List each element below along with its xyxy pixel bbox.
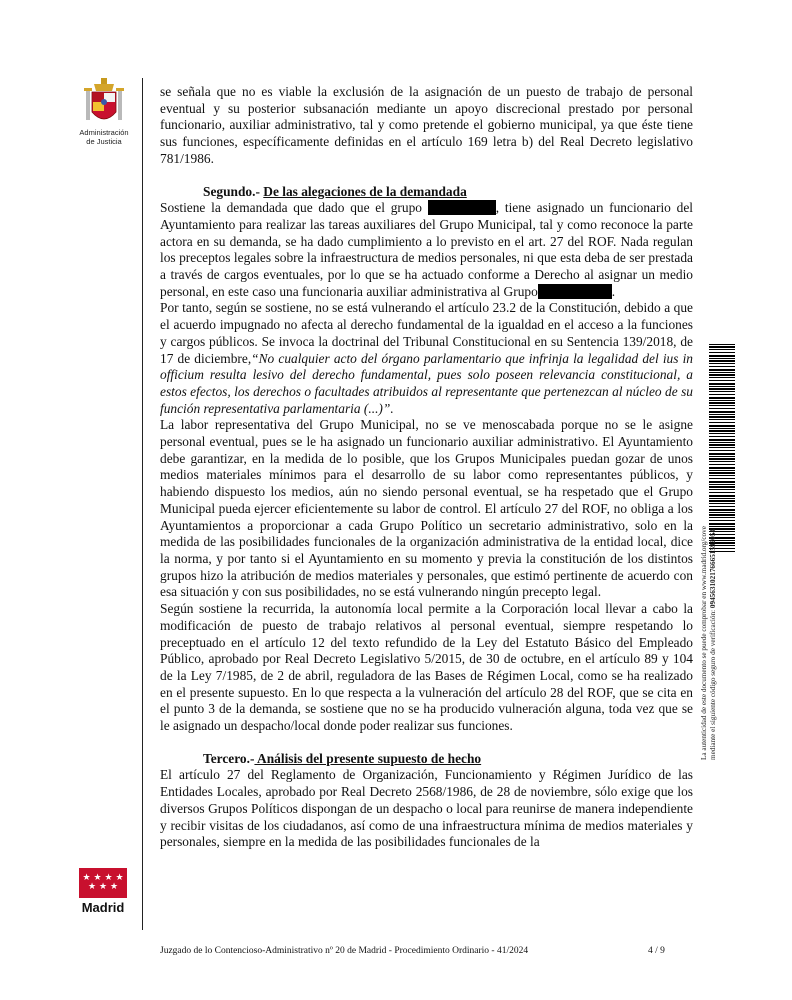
text-run: Por tanto, según se sostiene, no se está vulnerando el artículo 23.2 de la Constitución, debido a que el acuerdo impugnado no afecta al derecho fundamental de la igualdad en el acceso a la funciones y cargos públicos. Se invoca la doctrinal del Tribunal Constitucional en su Sentencia 139/2018, de 17 de diciembre, xyxy=(160,300,693,366)
redaction-bar xyxy=(538,284,612,299)
paragraph: Según sostiene la recurrida, la autonomía local permite a la Corporación local llevar a cabo la modificación de puesto de trabajo relativos al personal eventual, siempre respetando lo preceptuado en el artículo 12 del texto refundido de la Ley del Estatuto Básico del Empleado Público, aprobado por Real Decreto Legislativo 5/2015, de 30 de octubre, en el artículo 89 y 104 de la Ley 7/1985, de 2 de abril, reguladora de las Bases de Régimen Local, como se ha realizado en el presente supuesto. En lo que respecta a la vulneración del artículo 28 del ROF, que se cita en el punto 3 de la demanda, se sostiene que no se ha producido vulneración alguna, toda vez que se le asignado un despacho/local donde poder realizar sus funciones. xyxy=(160,601,693,734)
document-body xyxy=(160,84,693,851)
paragraph: El artículo 27 del Reglamento de Organización, Funcionamiento y Régimen Jurídico de las Entidades Locales, aprobado por Real Decreto 2568/1986, de 28 de noviembre, sólo exige que los diversos Grupos Políticos dispongan de un despacho o local para reunirse de manera independiente y recibir visitas de los ciudadanos, así como de una infraestructura mínima de medios materiales y personales, siempre en la medida de las posibilidades funcionales de la xyxy=(160,767,693,850)
verification-code: 0945631021766651592054 xyxy=(709,529,717,609)
citation-quote: “No cualquier acto del órgano parlamentario que infrinja la legalidad del ius in officium resulta lesivo del derecho fundamental, pues solo poseen relevancia constitucional, a estos efectos, los derechos o facultades atribuidos al representante que pertenezcan al núcleo de su función representativa parlamentaria (...)”. xyxy=(160,350,693,416)
verification-line: mediante el siguiente código seguro de verificación: 0945631021766651592054 xyxy=(709,529,717,760)
paragraph: se señala que no es viable la exclusión de la asignación de un puesto de trabajo de personal eventual y su posterior subsanación mediante un apoyo discrecional prestado por personal funcionario, auxiliar administrativo, tal y como pretende el gobierno municipal, ya que éste tiene sus funciones, específicamente definidas en el artículo 169 letra b) del Real Decreto legislativo 781/1986. xyxy=(160,84,693,166)
section-heading-segundo xyxy=(160,184,693,201)
star-flag-icon: ★ ★ ★ ★ ★ ★ ★ xyxy=(79,868,127,898)
margin-rule xyxy=(142,78,143,930)
crest-label: Administración de Justicia xyxy=(79,128,129,146)
heading-title: De las alegaciones de la demandada xyxy=(263,183,467,199)
madrid-logo xyxy=(78,868,128,915)
text-run: , tiene asignado un funcionario del Ayuntamiento para realizar las tareas auxiliares del Grupo Municipal, tal y como reconoce la parte actora en su demanda, se ha dado cumplimiento a lo previsto en el art. 27 del ROF. Nada regulan los preceptos legales sobre la infraestructura de medios personales, ni que esta deba de ser prestada a través de cargos eventuales, por lo que se ha actuado conforme a Derecho al asignar un medio personal, en este caso una funcionaria auxiliar administrativa al Grupo xyxy=(160,200,693,299)
madrid-label: Madrid xyxy=(81,900,125,915)
text-run: . xyxy=(611,283,616,299)
heading-title: Análisis del presente supuesto de hecho xyxy=(254,750,482,766)
paragraph xyxy=(160,200,693,300)
heading-prefix: Segundo.- xyxy=(203,183,260,199)
heading-prefix: Tercero.- xyxy=(203,750,255,766)
verification-note xyxy=(700,380,740,760)
coat-of-arms xyxy=(76,78,132,146)
page-number: 4 / 9 xyxy=(648,946,665,956)
paragraph: La labor representativa del Grupo Municipal, no se ve menoscabada porque no se le asigne personal eventual, pues se le ha asignado un funcionario auxiliar administrativo. El Ayuntamiento debe garantizar, en la medida de lo posible, que los Grupos Municipales puedan gozar de unos medios materiales mínimos para el desarrollo de su labor como representantes públicos, y habiendo dispuesto los medios, aún no siendo personal eventual, se ha respetado que el Grupo Municipal pueda ejercer eficientemente su labor de control. El artículo 27 del ROF, no obliga a los Ayuntamientos a proporcionar a cada Grupo Político un secretario administrativo, solo en la medida de las posibilidades funcionales de la organización administrativa de la entidad local, dice la norma, y por tanto si el Ayuntamiento en su momento y previa la constitución de los distintos grupos hizo la atribución de medios materiales y personales, que estimó pertinente de acuerdo con esa situación y con sus posibilidades, no se está vulnerando ningún precepto legal. xyxy=(160,417,693,600)
paragraph xyxy=(160,300,693,417)
court-reference: Juzgado de lo Contencioso-Administrativo nº 20 de Madrid - Procedimiento Ordinario - 41/2024 xyxy=(160,946,529,956)
verification-line: La autenticidad de este documento se puede comprobar en www.madrid.org/cove xyxy=(700,526,708,760)
page-footer xyxy=(160,946,680,956)
section-heading-tercero xyxy=(160,751,693,768)
crown-shield-icon xyxy=(84,78,124,128)
redaction-bar xyxy=(428,200,496,215)
text-run: Sostiene la demandada que dado que el grupo xyxy=(160,200,422,216)
